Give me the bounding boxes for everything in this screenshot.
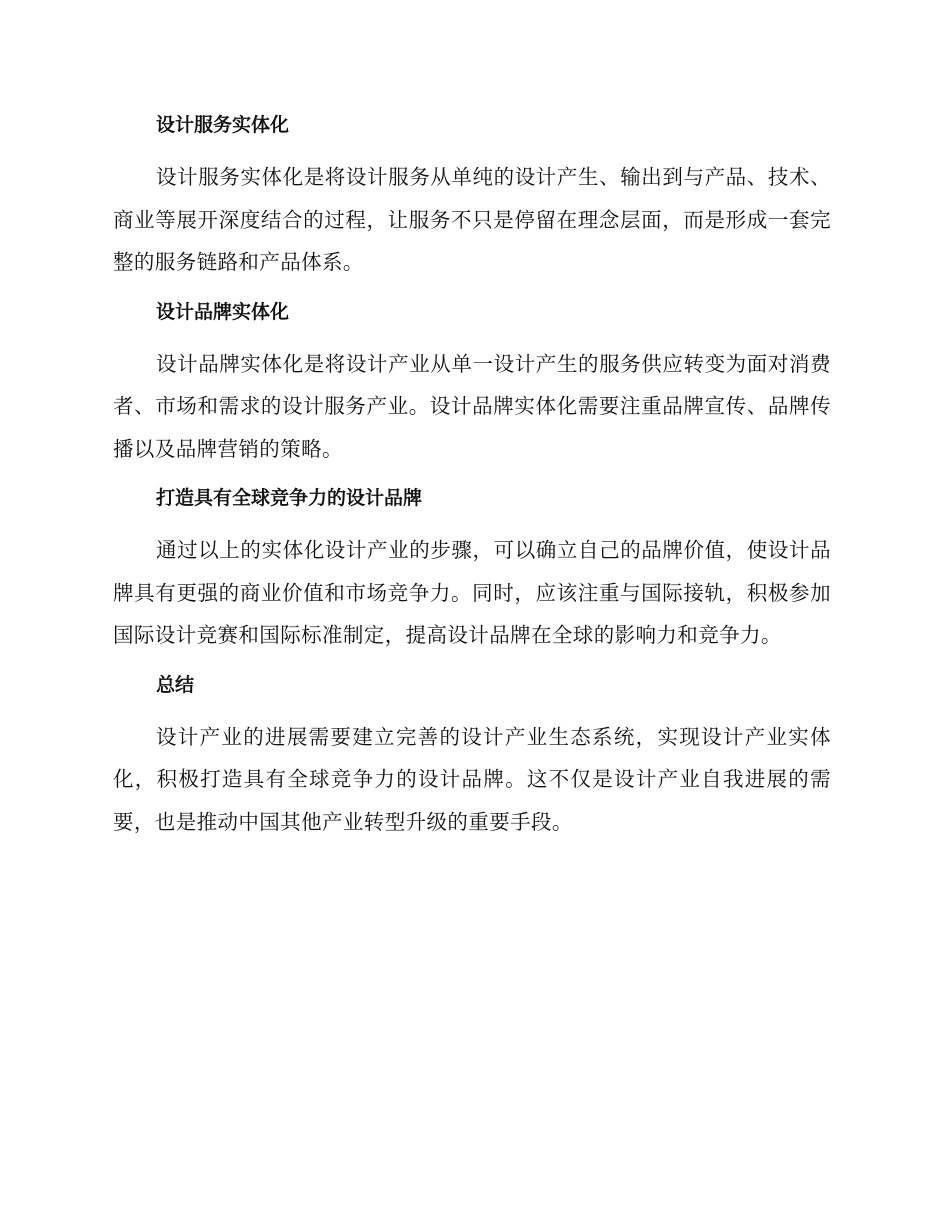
section-global-brand [113,481,831,657]
section-heading: 打造具有全球竞争力的设计品牌 [156,487,423,509]
section-paragraph: 设计品牌实体化是将设计产业从单一设计产生的服务供应转变为面对消费者、市场和需求的设计服务产业。设计品牌实体化需要注重品牌宣传、品牌传播以及品牌营销的策略。 [113,351,831,461]
document-content [113,108,831,854]
section-summary [113,668,831,844]
section-heading: 设计品牌实体化 [156,300,290,323]
section-heading: 总结 [156,673,195,696]
section-paragraph: 设计产业的进展需要建立完善的设计产业生态系统，实现设计产业实体化，积极打造具有全球竞争力的设计品牌。这不仅是设计产业自我进展的需要，也是推动中国其他产业转型升级的重要手段。 [113,724,831,834]
section-paragraph: 设计服务实体化是将设计服务从单纯的设计产生、输出到与产品、技术、商业等展开深度结合的过程，让服务不只是停留在理念层面，而是形成一套完整的服务链路和产品体系。 [113,165,831,274]
section-paragraph: 通过以上的实体化设计产业的步骤，可以确立自己的品牌价值，使设计品牌具有更强的商业价值和市场竞争力。同时，应该注重与国际接轨，积极参加国际设计竞赛和国际标准制定，提高设计品牌在全球的影响力和竞争力。 [113,538,831,647]
section-heading: 设计服务实体化 [156,114,290,136]
section-design-brand [113,295,831,471]
section-design-service [113,108,831,284]
